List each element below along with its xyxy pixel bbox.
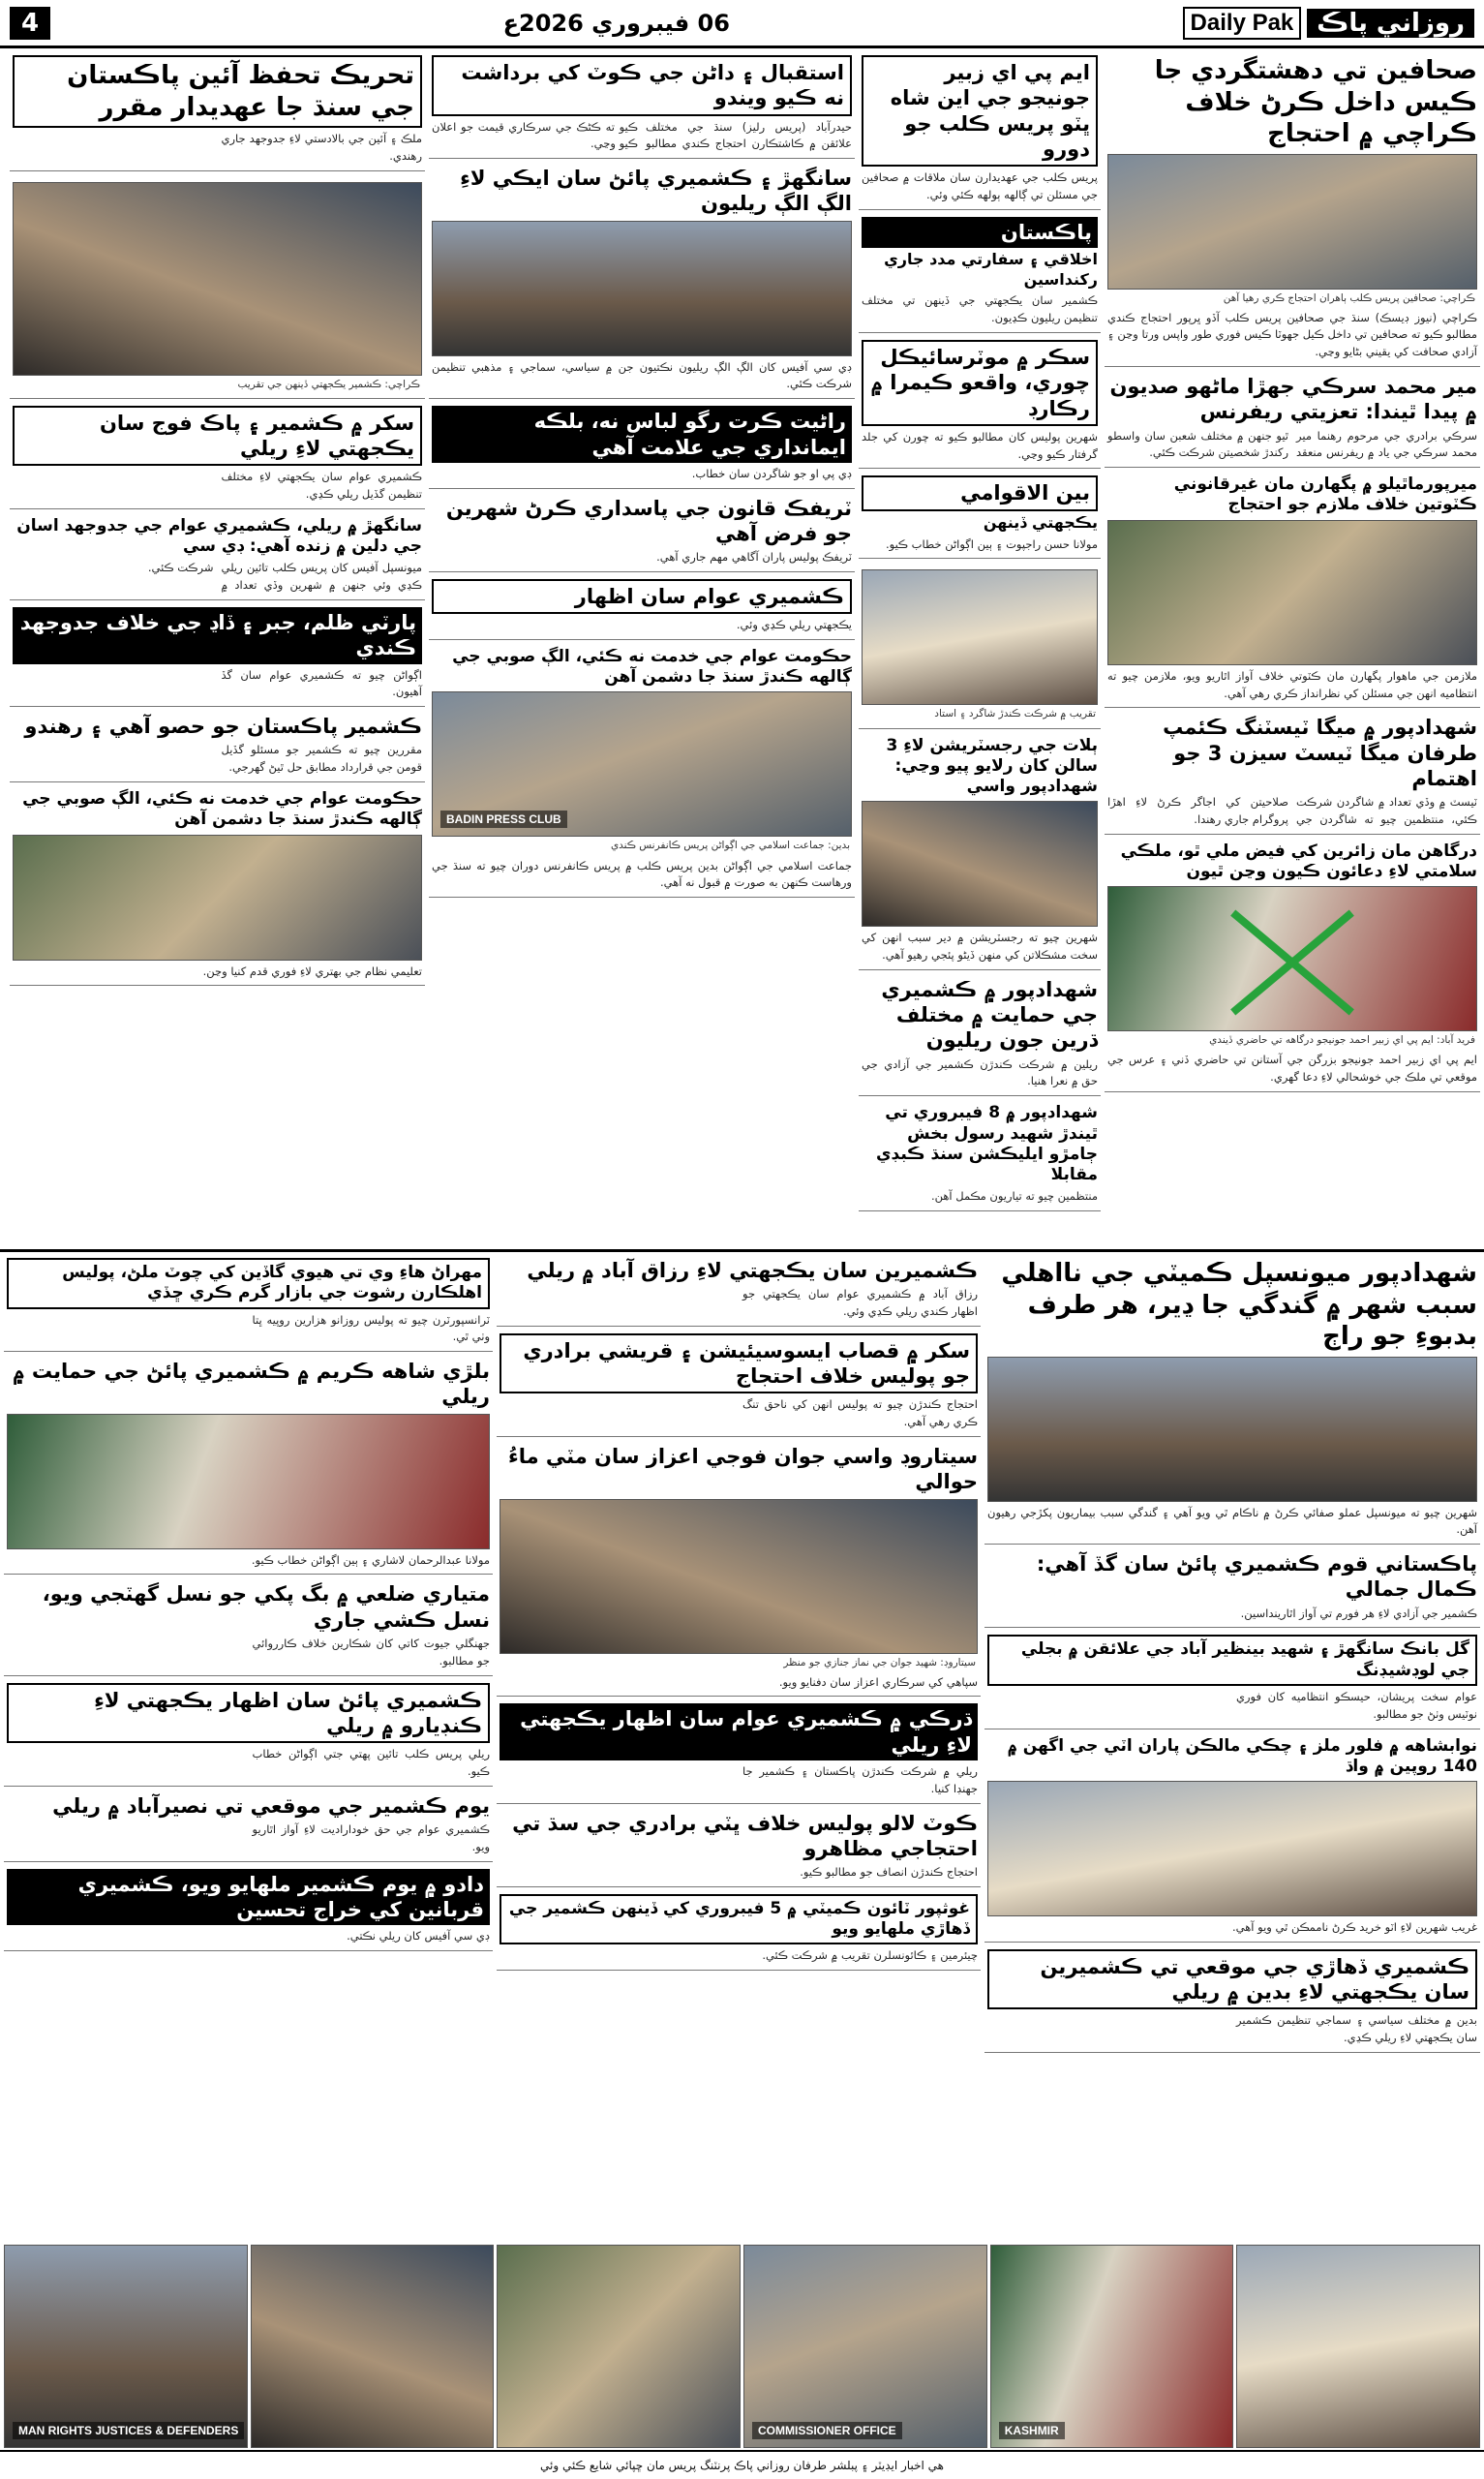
photo-strip <box>4 2245 1480 2448</box>
story-headline: ٻلات جي رجسٽريشن لاءِ 3 سالن کان رلايو پيو وڃي: شهدادپور واسي <box>886 735 1098 796</box>
news-story <box>4 1680 493 1787</box>
story-headline: ڪشمير پاڪستان جو حصو آهي ۽ رهندو <box>24 715 422 739</box>
story-body: جماعت اسلامي جي اڳواڻن بدين پريس ڪلب ۾ پريس ڪانفرنس دوران چيو ته سنڌ جي ورهاست ڪنهن به صورت ۾ قبول نه آهي. <box>432 858 852 890</box>
photo-banner-text: BADIN PRESS CLUB <box>440 811 567 828</box>
story-headline: متياري ضلعي ۾ بگ پکي جو نسل گهٽجي ويو، نسل ڪشي جاري <box>42 1582 490 1632</box>
column-upper-c1 <box>1105 52 1480 1245</box>
story-headline: تحريڪ تحفظ آئين پاڪستان جي سنڌ جا عهديدار مقرر <box>13 55 422 128</box>
story-body: ملڪ ۽ آئين جي بالادستي لاءِ جدوجهد جاري رهندي. <box>221 132 422 163</box>
news-story <box>859 1100 1101 1211</box>
story-headline: صحافين تي دهشتگردي جا ڪيس داخل ڪرڻ خلاف ڪراچي ۾ احتجاج <box>1154 56 1477 148</box>
column-upper-c2 <box>859 52 1101 1245</box>
story-body: حيدرآباد (پريس رليز) سنڌ جي مختلف علائقن ۾ ڪاشتڪارن احتجاج ڪندي مطالبو ڪيو ته ڪڻڪ جي سرڪاري قيمت جو اعلان ڪيو وڃي. <box>432 119 852 151</box>
photo-banner-text: MAN RIGHTS JUSTICES & DEFENDERS <box>13 2422 244 2439</box>
news-photo <box>1107 886 1477 1031</box>
story-headline: يوم ڪشمير جي موقعي تي نصيرآباد ۾ ريلي <box>52 1793 490 1818</box>
lower-section <box>0 1255 1484 2241</box>
news-photo <box>7 1414 490 1549</box>
strip-photo <box>990 2245 1234 2448</box>
story-body: منتظمين چيو ته تياريون مڪمل آهن. <box>930 1189 1098 1204</box>
story-headline: پاڪستاني قوم ڪشميري پائڻ سان گڏ آهي: ڪمال جمالي <box>1036 1552 1477 1602</box>
news-story <box>497 1700 981 1803</box>
news-story <box>497 1808 981 1887</box>
story-body: رزاق آباد ۾ ڪشميري عوام سان يڪجهتي جو اظهار ڪندي ريلي ڪڍي وئي. <box>742 1287 978 1319</box>
news-story <box>984 1946 1480 2053</box>
story-headline: ڪشميرين سان يڪجهتي لاءِ رزاق آباد ۾ ريلي <box>527 1259 978 1282</box>
news-story <box>10 604 425 707</box>
story-body: ڊي سي آفيس کان ريلي نڪتي. <box>347 1929 490 1943</box>
issue-date: 06 فيبروري 2026ع <box>502 9 730 37</box>
story-body: ڪشمير جي آزادي لاءِ هر فورم تي آواز اٿارينداسين. <box>1240 1606 1477 1620</box>
story-body: بدين ۾ مختلف سياسي ۽ سماجي تنظيمن ڪشمير سان يڪجهتي لاءِ ريلي ڪڍي. <box>1236 2013 1477 2045</box>
news-story <box>859 337 1101 469</box>
story-headline: بين الاقوامي <box>862 475 1098 510</box>
story-body: عوام سخت پريشان، حيسڪو انتظاميه کان فوري نوٽيس وٺڻ جو مطالبو. <box>1236 1689 1477 1721</box>
story-headline: سانگهڙ ۾ ريلي، ڪشميري عوام جي جدوجهد اسان جي دلين ۾ زنده آهي: ڊي سي <box>16 515 422 557</box>
news-story <box>429 163 855 399</box>
news-story <box>429 576 855 640</box>
story-body: ملازمن جي ماهوار پگهارن مان ڪٽوتي خلاف آواز اٿاريو ويو، ملازمن چيو ته انتظاميه انهن جي مسئلن کي نظرانداز ڪري رهي آهي. <box>1107 668 1477 700</box>
story-headline: درگاهن مان زائرين کي فيض ملي ٿو، ملڪي سلامتي لاءِ دعائون ڪيون وڃن ٿيون <box>1120 841 1477 881</box>
news-story <box>10 403 425 509</box>
story-body: جهنگلي جيوت کاتي کان شڪارين خلاف ڪارروائي جو مطالبو. <box>252 1636 490 1668</box>
story-body: شهرين پوليس کان مطالبو ڪيو ته چورن کي جلد گرفتار ڪيو وڃي. <box>862 429 1098 461</box>
news-story <box>859 473 1101 559</box>
photo-caption: تقريب ۾ شرڪت ڪندڙ شاگرد ۽ استاد <box>934 708 1096 720</box>
news-story <box>10 786 425 986</box>
photo-banner-text: COMMISSIONER OFFICE <box>752 2422 902 2439</box>
news-story <box>497 1891 981 1971</box>
news-story <box>859 563 1101 728</box>
story-body: ريلي پريس ڪلب تائين پهتي جتي اڳواڻن خطاب ڪيو. <box>252 1747 490 1778</box>
story-body: ڊي سي آفيس کان الڳ الڳ ريليون نڪتيون جن ۾ سياسي، سماجي ۽ مذهبي تنظيمن شرڪت ڪئي. <box>432 359 852 391</box>
story-headline: سڪر ۾ موٽرسائيڪل چوري، واقعو ڪيمرا ۾ رڪارڊ <box>862 340 1098 426</box>
news-story <box>10 711 425 782</box>
news-story <box>1105 371 1480 468</box>
column-upper-c4 <box>10 52 425 1245</box>
news-photo <box>987 1357 1477 1502</box>
story-body: اڳواڻن چيو ته ڪشميري عوام سان گڏ آهيون. <box>221 667 422 699</box>
story-body: ريلين ۾ شرڪت ڪندڙن ڪشمير جي آزادي جي حق ۾ نعرا هنيا. <box>862 1056 1098 1088</box>
news-photo <box>432 221 852 356</box>
photo-caption: بدين: جماعت اسلامي جي اڳواڻن پريس ڪانفرنس ڪندي <box>610 840 850 852</box>
story-body: تعليمي نظام جي بهتري لاءِ فوري قدم کنيا وڃن. <box>202 964 422 978</box>
news-story <box>859 733 1101 970</box>
story-body: احتجاج ڪندڙن انصاف جو مطالبو ڪيو. <box>800 1865 978 1880</box>
story-headline: سکر ۾ قصاب ايسوسيئيشن ۽ قريشي برادري جو پوليس خلاف احتجاج <box>500 1333 978 1394</box>
story-headline: ڪشميري پائڻ سان اظهار يڪجهتي لاءِ ڪنڊيارو ۾ ريلي <box>7 1683 490 1744</box>
column-lower-c1 <box>984 1255 1480 2241</box>
news-story <box>1105 839 1480 1092</box>
column-upper-c3 <box>429 52 855 1245</box>
story-body: يڪجهتي ريلي ڪڍي وئي. <box>736 618 852 632</box>
strip-photo <box>251 2245 495 2448</box>
story-headline: مهراڻ هاءِ وي تي هيوي گاڏين کي چوٽ ملڻ، پوليس اهلڪارن رشوت جي بازار گرم ڪري ڇڏي <box>7 1258 490 1309</box>
title-urdu: روزاني پاڪ <box>1307 9 1474 38</box>
story-body: ايم پي اي زبير احمد جونيجو بزرگن جي آستانن تي حاضري ڏني ۽ عرس جي موقعي تي ملڪ جي خوشحالي لاءِ دعا گهري. <box>1107 1053 1477 1085</box>
newspaper-title <box>1183 7 1474 40</box>
story-headline: راڻيت ڪرت رگو لباس نه، بلڪه ايمانداري جي علامت آهي <box>432 406 852 463</box>
story-headline: شهدادپور ميونسپل ڪميٽي جي نااهلي سبب شهر ۾ گندگي جا ڍير، هر طرف بدبوءِ جو راڄ <box>1001 1259 1477 1351</box>
news-story <box>497 1331 981 1437</box>
story-headline: سيتاروڊ واسي جوان فوجي اعزاز سان مٽي ماءُ حوالي <box>507 1445 978 1494</box>
story-body: مقررين چيو ته ڪشمير جو مسئلو گڏيل قومن جي قرارداد مطابق حل ٿيڻ گهرجي. <box>221 743 422 775</box>
photo-caption: ڪراچي: صحافين پريس ڪلب ٻاهران احتجاج ڪري رهيا آهن <box>1223 291 1475 304</box>
story-headline: سانگهڙ ۽ ڪشميري پائڻ سان ايڪي لاءِ الڳ الڳ ريليون <box>460 167 852 216</box>
news-photo <box>432 691 852 837</box>
story-headline: شهدادپور ۾ 8 فيبروري تي ٿيندڙ شهيد رسول بخش ڄامڙو ايليڪشن سنڌ ڪبڊي مقابلا <box>875 1103 1098 1184</box>
news-story <box>984 1632 1480 1729</box>
story-headline: مير محمد سرڪي جهڙا ماڻهو صديون ۾ پيدا ٿيندا: تعزيتي ريفرنس <box>1109 375 1477 424</box>
story-headline: ايم پي اي زبير جونيجو جي اين شاه ڀٽو پريس ڪلب جو دورو <box>862 55 1098 167</box>
news-story <box>859 974 1101 1096</box>
news-story <box>984 1548 1480 1628</box>
story-body: ڪراچي (نيوز ڊيسڪ) سنڌ جي صحافين پريس ڪلب آڏو ڀرپور احتجاج ڪندي مطالبو ڪيو ته صحافين تي داخل ڪيل جهوٽا ڪيس فوري طور واپس ورتا وڃن ۽ آزادي صحافت کي يقيني بڻايو وڃي. <box>1107 310 1477 359</box>
news-story <box>429 403 855 488</box>
story-headline: ڪشميري ڏهاڙي جي موقعي تي ڪشميرين سان يڪجهتي لاءِ بدين ۾ ريلي <box>987 1949 1477 2010</box>
news-story <box>10 52 425 171</box>
news-story <box>1105 712 1480 834</box>
story-body: ڪشميري عوام سان يڪجهتي لاءِ مختلف تنظيمن گڏيل ريلي ڪڍي. <box>221 470 422 502</box>
news-photo <box>862 801 1098 927</box>
news-photo <box>1107 154 1477 290</box>
story-subheadline: اخلاقي ۽ سفارتي مدد جاري رکنداسين <box>884 249 1098 289</box>
news-story <box>497 1441 981 1697</box>
story-body: مولانا حسن راجپوت ۽ ٻين اڳواڻن خطاب ڪيو. <box>885 536 1098 551</box>
column-lower-c3 <box>4 1255 493 2241</box>
section-divider <box>0 1249 1484 1252</box>
story-headline: حڪومت عوام جي خدمت نه ڪئي، الڳ صوبي جي ڳالهه ڪندڙ سنڌ جا دشمن آهن <box>452 646 852 688</box>
story-body: سرڪي برادري جي مرحوم رهنما مير محمد سرڪي جي ياد ۾ ريفرنس منعقد ٿيو جنهن ۾ مختلف شعبن سان واسطو رکندڙ شخصيتن شرڪت ڪئي. <box>1107 428 1477 460</box>
news-story <box>4 1356 493 1575</box>
title-english: Daily Pak <box>1183 7 1302 40</box>
story-headline: ڌرڪي ۾ ڪشميري عوام سان اظهار يڪجهتي لاءِ ريلي <box>500 1703 978 1760</box>
story-headline: پاڪستان <box>862 217 1098 248</box>
story-body: ٽريفڪ پوليس پاران آگاهي مهم جاري آهي. <box>656 550 852 565</box>
news-story <box>497 1255 981 1327</box>
story-body: احتجاج ڪندڙن چيو ته پوليس انهن کي ناحق تنگ ڪري رهي آهي. <box>742 1397 978 1429</box>
news-photo <box>13 835 422 961</box>
story-body: ريلي ۾ شرڪت ڪندڙن پاڪستان ۽ ڪشمير جا جهنڊا کنيا. <box>742 1763 978 1795</box>
story-headline: دادو ۾ يوم ڪشمير ملهايو ويو، ڪشميري قربانين کي خراج تحسين <box>7 1869 490 1926</box>
story-body: ڪشميري عوام جي حق خوداراديت لاءِ آواز اٿاريو ويو. <box>252 1821 490 1853</box>
news-story <box>4 1578 493 1675</box>
story-headline: نوابشاهه ۾ فلور ملز ۽ چڪي مالڪن پاران اٽي جي اگهن ۾ 140 روپين ۾ واڌ <box>1007 1735 1477 1776</box>
story-headline: استقبال ۽ داڻن جي ڪوٽ کي برداشت نه ڪيو ويندو <box>432 55 852 116</box>
news-story <box>429 493 855 572</box>
news-story <box>10 175 425 399</box>
news-story <box>984 1733 1480 1943</box>
story-body: ميونسپل آفيس کان پريس ڪلب تائين ريلي ڪڍي وئي جنهن ۾ شهرين وڏي تعداد ۾ شرڪت ڪئي. <box>147 561 422 593</box>
news-photo <box>862 569 1098 705</box>
news-story <box>1105 52 1480 367</box>
strip-photo <box>743 2245 987 2448</box>
story-body: ڊي پي او جو شاگردن سان خطاب. <box>691 466 852 480</box>
story-headline: ميرپورماٿيلو ۾ پگهارن مان غيرقانوني ڪٽوتين خلاف ملازم جو احتجاج <box>1173 474 1477 515</box>
news-photo <box>987 1781 1477 1916</box>
story-body: شهرين چيو ته ميونسپل عملو صفائي ڪرڻ ۾ ناڪام ٿي ويو آهي ۽ گندگي سبب بيماريون پکڙجي رهيون آهن. <box>987 1505 1477 1537</box>
upper-section <box>0 52 1484 1245</box>
story-headline: حڪومت عوام جي خدمت نه ڪئي، الڳ صوبي جي ڳالهه ڪندڙ سنڌ جا دشمن آهن <box>22 789 422 830</box>
news-story <box>984 1255 1480 1545</box>
photo-caption: ڪراچي: ڪشمير يڪجهتي ڏينهن جي تقريب <box>237 378 420 390</box>
page-number: 4 <box>10 7 50 40</box>
photo-banner-text: KASHMIR <box>999 2422 1065 2439</box>
news-story <box>4 1790 493 1862</box>
strip-photo <box>497 2245 741 2448</box>
news-story <box>859 214 1101 333</box>
photo-caption: فريد آباد: ايم پي اي زبير احمد جونيجو درگاهه تي حاضري ڏيندي <box>1209 1034 1475 1047</box>
news-story <box>4 1255 493 1352</box>
story-headline: گل بانڪ سانگهڙ ۽ شهيد بينظير آباد جي علائقن ۾ بجلي جي لوڊشيڊنگ <box>987 1635 1477 1686</box>
story-headline: ڪشميري عوام سان اظهار <box>432 579 852 614</box>
masthead <box>0 0 1484 48</box>
story-headline: ٽريفڪ قانون جي پاسداري ڪرڻ شهرين جو فرض آهي <box>445 496 852 545</box>
strip-photo <box>4 2245 248 2448</box>
column-lower-c2 <box>497 1255 981 2241</box>
story-headline: پارٽي ظلم، جبر ۽ ڏاڍ جي خلاف جدوجهد ڪندي <box>13 607 422 664</box>
story-body: ڪشمير سان يڪجهتي جي ڏينهن تي مختلف تنظيمن ريليون ڪڍيون. <box>862 293 1098 325</box>
news-story <box>10 513 425 600</box>
story-subheadline: يڪجهتي ڏينهن <box>983 512 1098 532</box>
story-headline: شهدادپور ۾ ميگا ٽيسٽنگ ڪئمپ طرفان ميگا ٽيسٽ سيزن 3 جو اهتمام <box>1163 716 1477 790</box>
story-headline: غوثپور ٽائون ڪميٽي ۾ 5 فيبروري کي ڏينهن ڪشمير جي ڏهاڙي ملهايو ويو <box>500 1894 978 1945</box>
news-story <box>4 1866 493 1951</box>
story-body: سپاهي کي سرڪاري اعزاز سان دفنايو ويو. <box>778 1674 978 1689</box>
news-photo <box>1107 520 1477 665</box>
story-body: چيئرمين ۽ ڪائونسلرن تقريب ۾ شرڪت ڪئي. <box>762 1948 978 1963</box>
strip-photo <box>1236 2245 1480 2448</box>
news-story <box>859 52 1101 210</box>
news-photo <box>13 182 422 376</box>
imprint-footer: هي اخبار ايڊيٽر ۽ پبلشر طرفان روزاني پاڪ پرنٽنگ پريس مان ڇپائي شايع ڪئي وئي <box>0 2450 1484 2479</box>
story-body: ٽرانسپورٽرن چيو ته پوليس روزانو هزارين روپيه ڀتا وٺي ٿي. <box>252 1312 490 1344</box>
news-story <box>429 52 855 159</box>
story-body: شهرين چيو ته رجسٽريشن ۾ دير سبب انهن کي سخت مشڪلاتن کي منهن ڏيڻو پئجي رهيو آهي. <box>862 931 1098 963</box>
story-headline: شهدادپور ۾ ڪشميري جي حمايت ۾ مختلف ڌرين جون ريليون <box>881 977 1098 1053</box>
story-body: مولانا عبدالرحمان لاشاري ۽ ٻين اڳواڻن خطاب ڪيو. <box>251 1552 490 1567</box>
photo-caption: سيتاروڊ: شهيد جوان جي نماز جنازي جو منظر <box>783 1656 976 1668</box>
news-story <box>1105 472 1480 708</box>
story-body: غريب شهرين لاءِ اٽو خريد ڪرڻ ناممڪن ٿي ويو آهي. <box>1232 1920 1477 1935</box>
story-headline: سکر ۾ ڪشمير ۽ پاڪ فوج سان يڪجهتي لاءِ ريلي <box>13 406 422 467</box>
story-body: پريس ڪلب جي عهديدارن سان ملاقات ۾ صحافين جي مسئلن تي ڳالهه ٻولهه ڪئي وئي. <box>862 170 1098 201</box>
story-headline: بلڙي شاهه ڪريم ۾ ڪشميري پائڻ جي حمايت ۾ ريلي <box>13 1360 490 1409</box>
news-photo <box>500 1499 978 1654</box>
news-story <box>429 644 855 898</box>
story-body: ٽيسٽ ۾ وڏي تعداد ۾ شاگردن شرڪت ڪئي، منتظمين چيو ته شاگردن جي صلاحيتن کي اجاگر ڪرڻ لاءِ اهڙا پروگرام جاري رهندا. <box>1107 795 1477 826</box>
story-headline: ڪوٽ لالو پوليس خلاف ڀٽي برادري جي سڌ تي احتجاجي مظاهرو <box>512 1811 978 1860</box>
